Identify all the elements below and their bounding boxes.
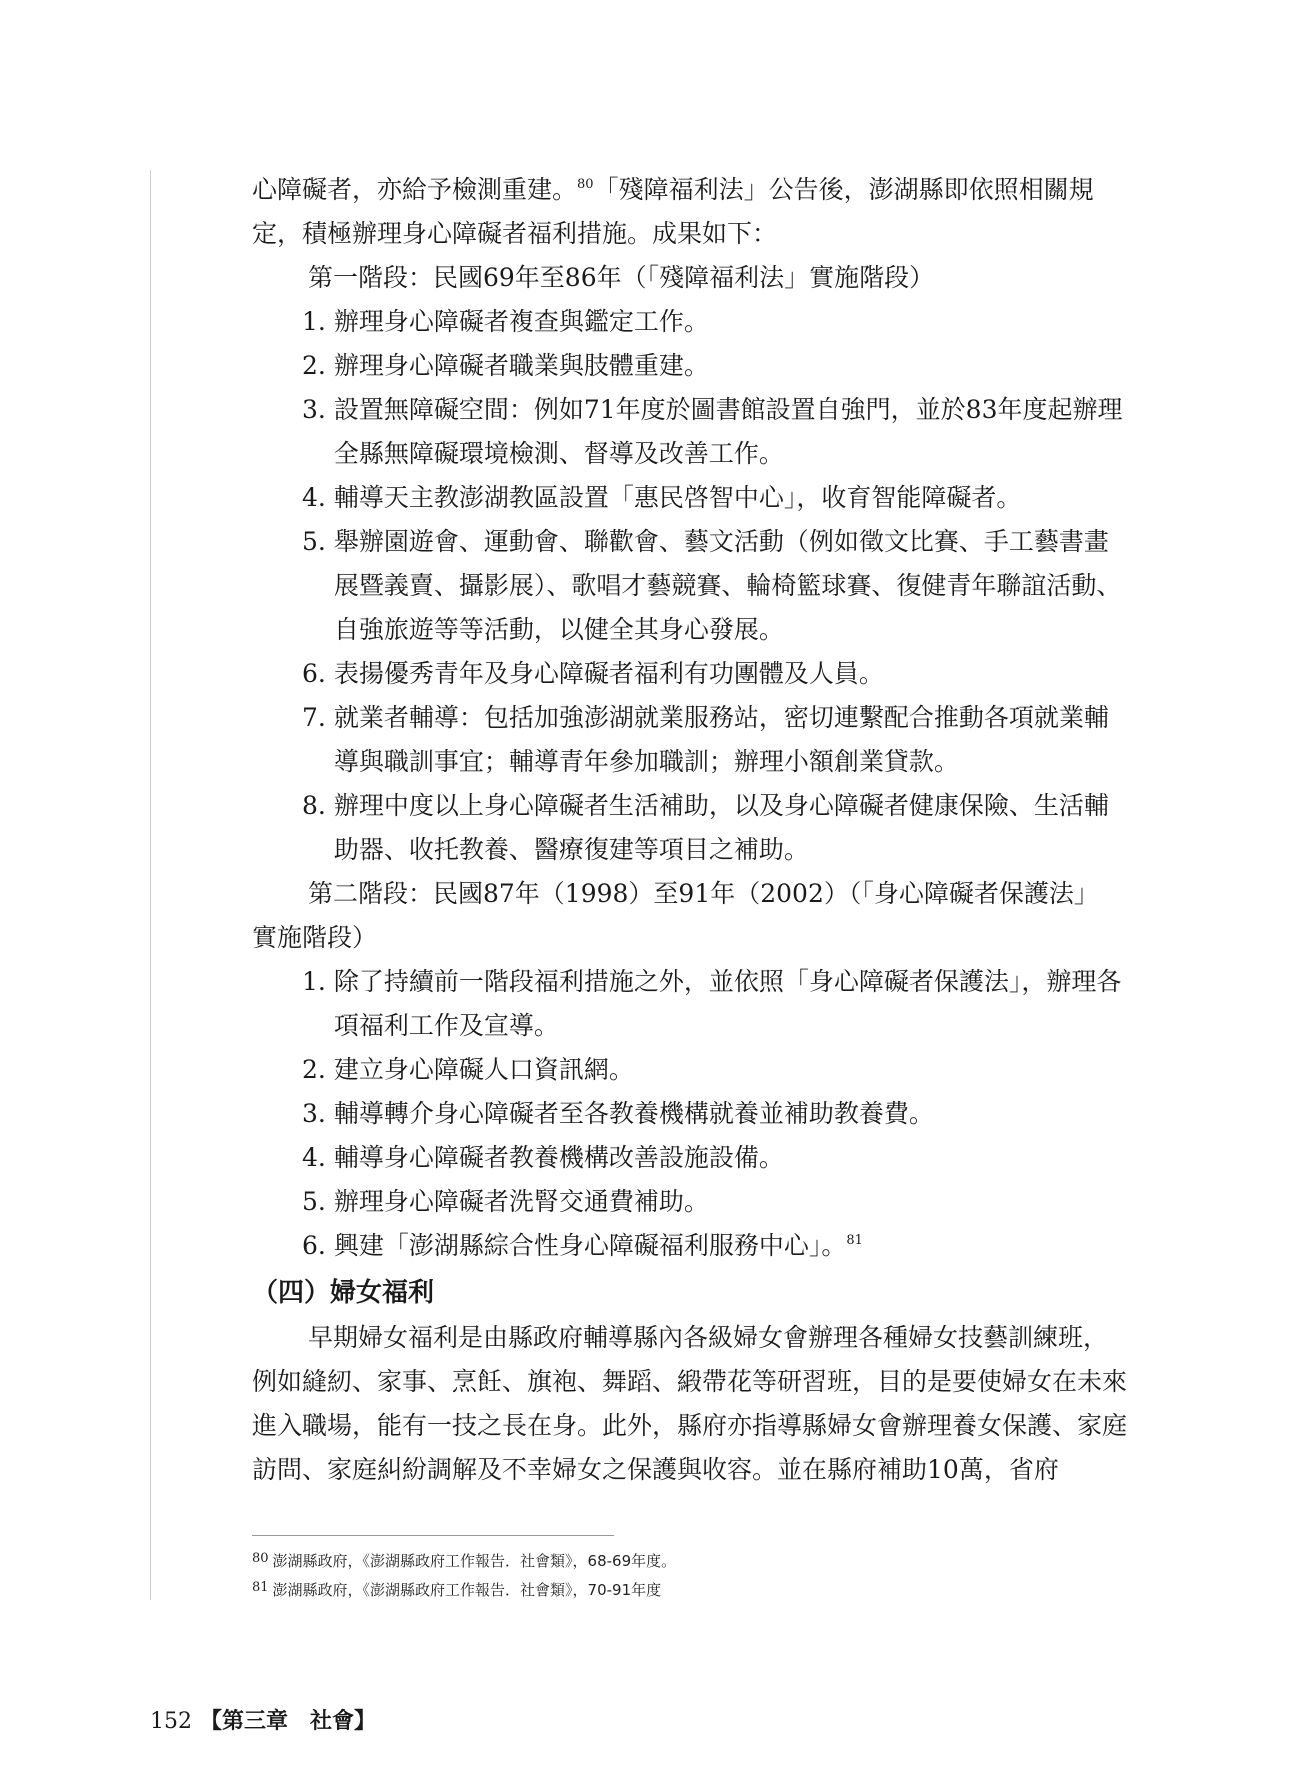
list-item: 5. 辦理身心障礙者洗腎交通費補助。 bbox=[302, 1187, 709, 1216]
list-item: 8. 辦理中度以上身心障礙者生活補助，以及身心障礙者健康保險、生活輔助器、收托教養、醫療復建等項目之補助。 bbox=[302, 791, 1109, 864]
list-item: 1. 除了持續前一階段福利措施之外，並依照「身心障礙者保護法」，辦理各項福利工作及宣導。 bbox=[302, 967, 1122, 1040]
body-line: 定，積極辦理身心障礙者福利措施。成果如下： bbox=[252, 219, 778, 248]
list-item: 4. 輔導天主教澎湖教區設置「惠民啓智中心」，收育智能障礙者。 bbox=[302, 483, 1022, 512]
stage-1-title: 第一階段：民國69年至86年（「殘障福利法」實施階段） bbox=[308, 263, 935, 292]
footnote: $^{81}$ 澎湖縣政府，《澎湖縣政府工作報告．社會類》，70-91年度 bbox=[252, 1580, 662, 1599]
footnote-ref-81: 81 bbox=[846, 1233, 863, 1248]
list-item: 6. 興建「澎湖縣綜合性身心障礙福利服務中心」。$^{81}$ bbox=[302, 1231, 863, 1260]
chapter-label: 【第三章 社會】 bbox=[200, 1708, 377, 1734]
body-line: 心障礙者，亦給予檢測重建。$^{80}$「殘障福利法」公告後，澎湖縣即依照相關規 bbox=[252, 175, 1094, 204]
footnote-ref-80: 80 bbox=[577, 177, 594, 192]
page-footer bbox=[150, 1704, 376, 1735]
list-item: 3. 設置無障礙空間：例如71年度於圖書館設置自強門，並於83年度起辦理全縣無障礙環境檢測、督導及改善工作。 bbox=[302, 395, 1123, 468]
list-item: 3. 輔導轉介身心障礙者至各教養機構就養並補助教養費。 bbox=[302, 1099, 934, 1128]
margin-rule bbox=[150, 170, 151, 1600]
footnote: $^{80}$ 澎湖縣政府，《澎湖縣政府工作報告．社會類》，68-69年度。 bbox=[252, 1551, 677, 1570]
list-item: 1. 辦理身心障礙者複查與鑑定工作。 bbox=[302, 307, 709, 336]
list-item: 2. 辦理身心障礙者職業與肢體重建。 bbox=[302, 351, 709, 380]
list-item: 2. 建立身心障礙人口資訊網。 bbox=[302, 1055, 634, 1084]
stage-1-list bbox=[252, 300, 1132, 872]
list-item: 7. 就業者輔導：包括加強澎湖就業服務站，密切連繫配合推動各項就業輔導與職訓事宜；輔導青年參加職訓；辦理小額創業貸款。 bbox=[302, 703, 1109, 776]
footnote-rule bbox=[252, 1535, 614, 1536]
list-item: 4. 輔導身心障礙者教養機構改善設施設備。 bbox=[302, 1143, 784, 1172]
stage-2-title: 第二階段：民國87年（1998）至91年（2002）（「身心障礙者保護法」 bbox=[308, 879, 1099, 908]
section-heading: （四）婦女福利 bbox=[252, 1278, 435, 1308]
list-item: 6. 表揚優秀青年及身心障礙者福利有功團體及人員。 bbox=[302, 659, 884, 688]
page-number: 152 bbox=[150, 1709, 192, 1734]
stage-2-list bbox=[252, 960, 1132, 1268]
body-paragraph: 早期婦女福利是由縣政府輔導縣內各級婦女會辦理各種婦女技藝訓練班，例如縫紉、家事、烹飪、旗袍、舞蹈、緞帶花等研習班，目的是要使婦女在未來進入職場，能有一技之長在身。此外，縣府亦指導縣婦女會辦理養女保護、家庭訪問、家庭糾紛調解及不幸婦女之保護與收容。並在縣府補助10萬，省府 bbox=[252, 1323, 1128, 1484]
footnotes bbox=[252, 1547, 1132, 1605]
stage-2-title-cont: 實施階段） bbox=[252, 923, 378, 952]
list-item: 5. 舉辦園遊會、運動會、聯歡會、藝文活動（例如徵文比賽、手工藝書畫展暨義賣、攝影展）、歌唱才藝競賽、輪椅籃球賽、復健青年聯誼活動、自強旅遊等等活動，以健全其身心發展。 bbox=[302, 527, 1122, 644]
page-body bbox=[252, 168, 1132, 1492]
